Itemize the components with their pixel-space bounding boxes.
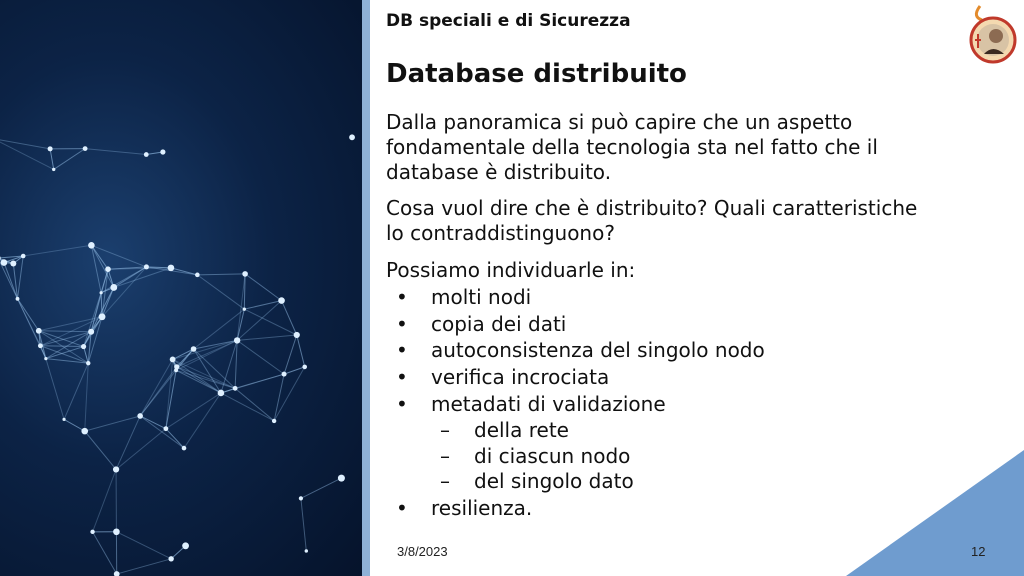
network-link <box>18 299 41 346</box>
network-node <box>174 364 179 369</box>
network-link <box>197 274 245 275</box>
network-link <box>221 393 274 421</box>
network-node <box>191 346 197 352</box>
network-link <box>297 335 305 367</box>
network-link <box>0 139 50 149</box>
network-link <box>301 498 306 551</box>
network-node <box>62 418 65 421</box>
network-link <box>194 340 238 349</box>
network-link <box>0 139 54 170</box>
bullet-item <box>396 284 531 311</box>
network-link <box>85 431 116 469</box>
network-node <box>137 413 143 419</box>
network-link <box>244 301 281 310</box>
bullet-text: resilienza. <box>431 496 533 520</box>
network-node <box>100 291 103 294</box>
network-link <box>18 299 39 331</box>
network-link <box>39 331 91 332</box>
network-link <box>284 335 297 374</box>
network-link <box>116 532 171 559</box>
bullet-item <box>396 337 765 364</box>
network-link <box>85 416 140 431</box>
bullet-icon: • <box>396 285 408 309</box>
network-node <box>233 386 238 391</box>
list-intro: Possiamo individuarle in: <box>386 258 636 282</box>
sub-bullet-text: della rete <box>474 418 569 442</box>
network-link <box>237 301 281 341</box>
network-link <box>177 367 221 393</box>
bullet-icon: • <box>396 392 408 416</box>
dash-icon: – <box>440 444 450 468</box>
network-background-image <box>0 0 362 576</box>
network-node <box>16 297 20 301</box>
network-link <box>117 559 171 574</box>
network-node <box>48 146 53 151</box>
sub-bullet-item <box>440 418 569 443</box>
network-node <box>305 549 308 552</box>
network-link <box>184 393 221 448</box>
network-node <box>170 356 176 362</box>
network-node <box>36 328 42 334</box>
network-link <box>91 245 146 267</box>
sub-bullet-text: di ciascun nodo <box>474 444 631 468</box>
bullet-text: metadati di validazione <box>431 392 666 416</box>
network-graphic <box>0 0 362 576</box>
network-node <box>110 284 117 291</box>
bullet-icon: • <box>396 338 408 362</box>
network-node <box>182 542 189 549</box>
bullet-icon: • <box>396 496 408 520</box>
network-node <box>38 343 43 348</box>
intro-line: fondamentale della tecnologia sta nel fatto che il <box>386 135 878 159</box>
network-node <box>81 344 86 349</box>
network-node <box>21 254 26 259</box>
network-link <box>102 267 146 317</box>
network-node <box>88 329 94 335</box>
network-link <box>197 275 244 309</box>
network-node <box>168 556 173 561</box>
network-link <box>18 256 24 299</box>
bullet-icon: • <box>396 365 408 389</box>
bullet-item <box>396 391 666 418</box>
bullet-text: autoconsistenza del singolo nodo <box>431 338 765 362</box>
network-node <box>234 337 240 343</box>
network-node <box>83 146 88 151</box>
accent-bar <box>362 0 370 576</box>
network-node <box>282 372 287 377</box>
sub-bullet-text: del singolo dato <box>474 469 634 493</box>
dash-icon: – <box>440 418 450 442</box>
network-link <box>23 245 91 256</box>
network-link <box>64 419 85 431</box>
network-node <box>338 475 345 482</box>
network-link <box>116 416 140 470</box>
network-node <box>144 152 149 157</box>
network-node <box>1 259 8 266</box>
network-link <box>85 363 89 431</box>
network-link <box>237 340 284 374</box>
network-node <box>272 419 276 423</box>
network-node <box>10 261 16 267</box>
network-node <box>44 357 47 360</box>
network-node <box>99 313 106 320</box>
network-link <box>235 388 274 421</box>
bullet-icon: • <box>396 312 408 336</box>
network-link <box>85 149 146 155</box>
network-link <box>40 346 83 347</box>
network-node <box>294 332 300 338</box>
network-link <box>64 363 88 419</box>
network-link <box>140 416 166 429</box>
network-link <box>84 293 102 347</box>
dash-icon: – <box>440 469 450 493</box>
question-line: Cosa vuol dire che è distribuito? Quali caratteristiche <box>386 196 918 220</box>
question-line: lo contraddistinguono? <box>386 221 615 245</box>
bullet-text: molti nodi <box>431 285 532 309</box>
bullet-text: copia dei dati <box>431 312 567 336</box>
network-link <box>177 340 237 366</box>
network-link <box>116 429 166 470</box>
intro-paragraph <box>386 110 996 185</box>
bullet-item <box>396 364 609 391</box>
network-node <box>105 266 111 272</box>
network-node <box>81 428 88 435</box>
bullet-text: verifica incrociata <box>431 365 610 389</box>
network-link <box>245 274 281 301</box>
network-node <box>302 365 307 370</box>
network-link <box>301 478 342 498</box>
network-node <box>218 390 225 397</box>
slide-title: Database distribuito <box>386 59 687 89</box>
question-paragraph <box>386 196 996 246</box>
network-node <box>52 168 55 171</box>
network-node <box>182 446 187 451</box>
network-link <box>50 149 54 170</box>
institution-logo-icon <box>966 4 1020 64</box>
network-node <box>168 265 175 272</box>
sub-bullet-item <box>440 444 630 469</box>
sub-bullet-item <box>440 469 634 494</box>
bullet-item <box>396 311 566 338</box>
intro-line: database è distribuito. <box>386 160 612 184</box>
page-number: 12 <box>971 544 986 559</box>
network-node <box>114 571 120 576</box>
network-link <box>54 149 85 170</box>
network-node <box>113 466 119 472</box>
network-link <box>274 367 305 421</box>
network-link <box>101 293 102 317</box>
network-link <box>237 335 297 340</box>
network-node <box>144 264 149 269</box>
network-link <box>93 469 116 531</box>
slide-date: 3/8/2023 <box>397 544 448 559</box>
network-node <box>349 134 355 140</box>
network-link <box>46 359 64 420</box>
network-node <box>86 361 90 365</box>
network-link <box>244 309 296 335</box>
network-link <box>173 359 221 393</box>
network-node <box>88 242 95 249</box>
network-link <box>274 374 284 421</box>
network-node <box>242 271 248 277</box>
network-link <box>282 301 297 335</box>
network-node <box>160 149 165 154</box>
network-node <box>195 273 200 278</box>
network-node <box>163 426 168 431</box>
network-node <box>243 307 246 310</box>
corner-decoration <box>846 450 1024 576</box>
slide-header: DB speciali e di Sicurezza <box>386 11 631 31</box>
network-node <box>113 528 120 535</box>
network-link <box>91 245 113 287</box>
network-node <box>299 496 303 500</box>
network-node <box>90 530 94 534</box>
network-node <box>278 297 285 304</box>
bullet-item <box>396 495 532 522</box>
network-link <box>93 532 117 574</box>
network-link <box>166 393 221 429</box>
intro-line: Dalla panoramica si può capire che un aspetto <box>386 110 853 134</box>
network-link <box>166 429 184 448</box>
